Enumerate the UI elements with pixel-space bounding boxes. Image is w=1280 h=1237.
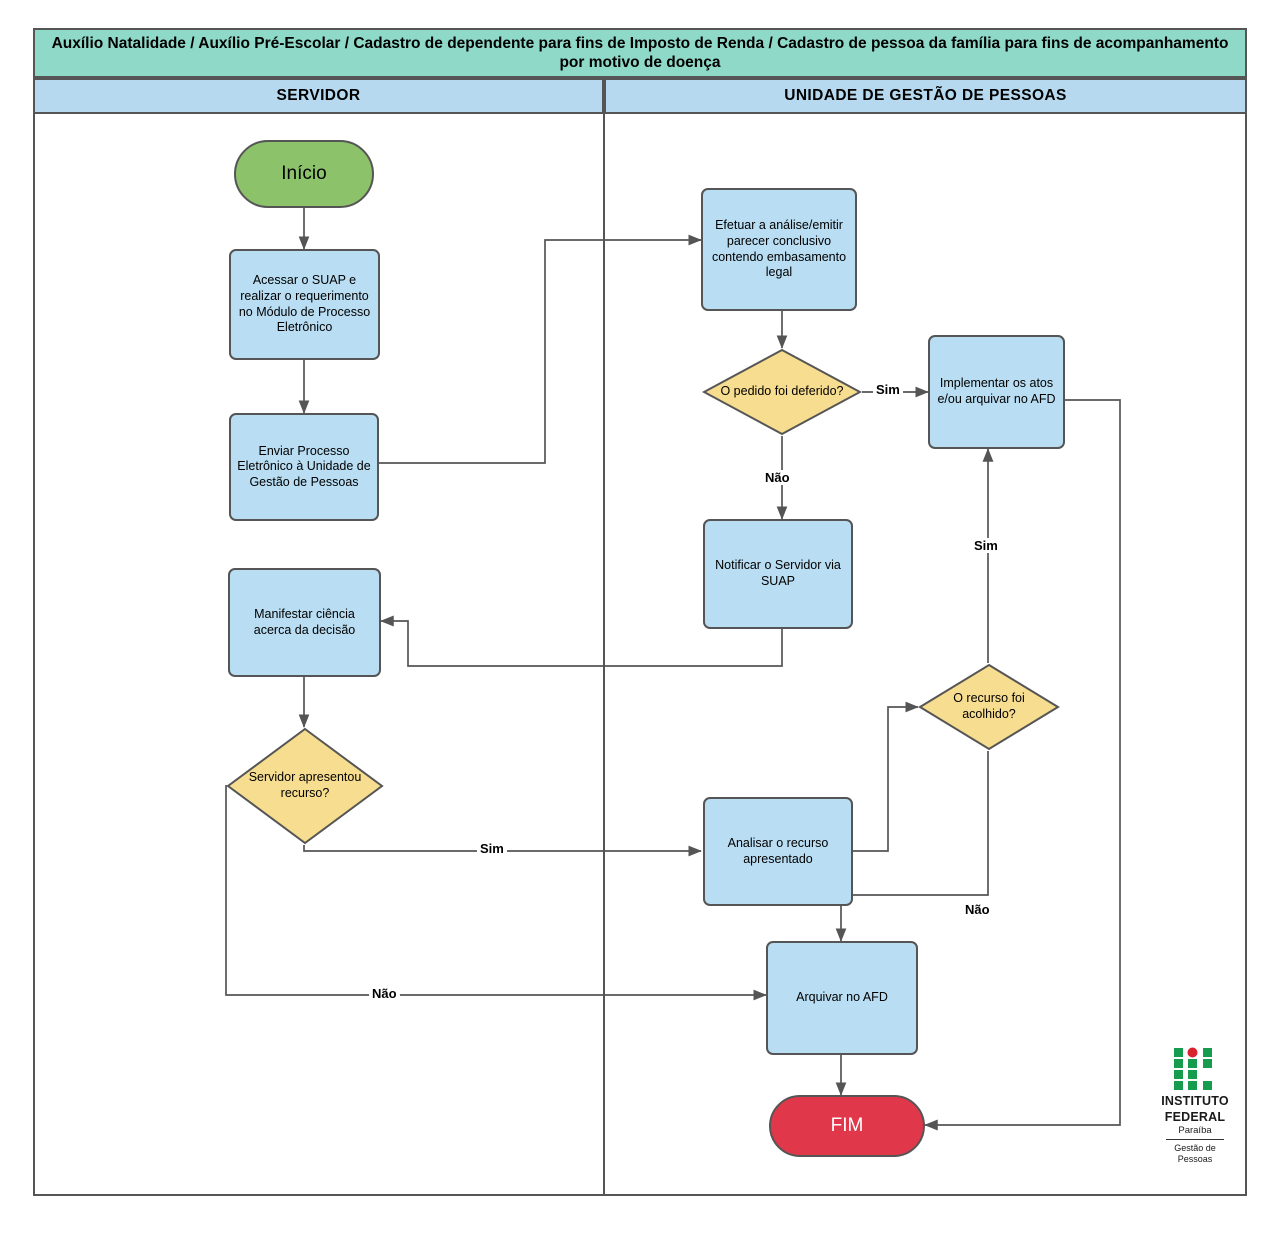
logo-unit-line1: Gestão de — [1174, 1143, 1216, 1154]
node-arquivar-afd[interactable]: Arquivar no AFD — [766, 941, 918, 1055]
logo-name-line2: FEDERAL — [1164, 1110, 1226, 1125]
node-manifestar-ciencia[interactable]: Manifestar ciência acerca da decisão — [228, 568, 381, 677]
diagram-frame — [33, 28, 1247, 1196]
node-servidor-recurso-label: Servidor apresentou recurso? — [248, 770, 362, 800]
node-recurso-acolhido-label: O recurso foi acolhido? — [953, 691, 1025, 721]
node-acessar-suap[interactable]: Acessar o SUAP e realizar o requerimento no Módulo de Processo Eletrônico — [229, 249, 380, 360]
lane-header-unidade-gestao-pessoas: UNIDADE DE GESTÃO DE PESSOAS — [604, 78, 1247, 114]
lane-header-servidor: SERVIDOR — [33, 78, 604, 114]
node-recurso-acolhido[interactable] — [918, 663, 1060, 751]
node-analisar-recurso[interactable]: Analisar o recurso apresentado — [703, 797, 853, 906]
logo-name-line1: INSTITUTO — [1161, 1094, 1229, 1108]
node-enviar-processo[interactable]: Enviar Processo Eletrônico à Unidade de Gestão de Pessoas — [229, 413, 379, 521]
logo-divider — [1166, 1139, 1224, 1140]
node-pedido-deferido[interactable] — [702, 348, 862, 436]
logo-state: Paraíba — [1178, 1125, 1212, 1137]
node-fim[interactable]: FIM — [769, 1095, 925, 1157]
edge-label-recurso-sim: Sim — [477, 841, 507, 856]
node-inicio[interactable]: Início — [234, 140, 374, 208]
node-pedido-deferido-label: O pedido foi deferido? — [720, 384, 844, 399]
edge-label-deferido-nao: Não — [762, 470, 793, 485]
edge-label-deferido-sim: Sim — [873, 382, 903, 397]
node-implementar-atos[interactable]: Implementar os atos e/ou arquivar no AFD — [928, 335, 1065, 449]
if-logo-icon — [1172, 1046, 1218, 1092]
node-servidor-apresentou-recurso[interactable] — [226, 727, 384, 845]
logo-instituto-federal-paraiba — [1150, 1046, 1240, 1164]
diagram-title: Auxílio Natalidade / Auxílio Pré-Escolar / Cadastro de dependente para fins de Imposto de Renda / Cadastro de pessoa da família para fins de acompanhamento por motivo de doença — [33, 28, 1247, 78]
edge-label-recurso-nao: Não — [369, 986, 400, 1001]
node-efetuar-analise[interactable]: Efetuar a análise/emitir parecer conclusivo contendo embasamento legal — [701, 188, 857, 311]
lane-divider — [603, 114, 605, 1196]
edge-label-acolhido-sim: Sim — [971, 538, 1001, 553]
edge-label-acolhido-nao: Não — [962, 902, 993, 917]
node-notificar-servidor[interactable]: Notificar o Servidor via SUAP — [703, 519, 853, 629]
logo-unit-line2: Pessoas — [1177, 1153, 1213, 1164]
